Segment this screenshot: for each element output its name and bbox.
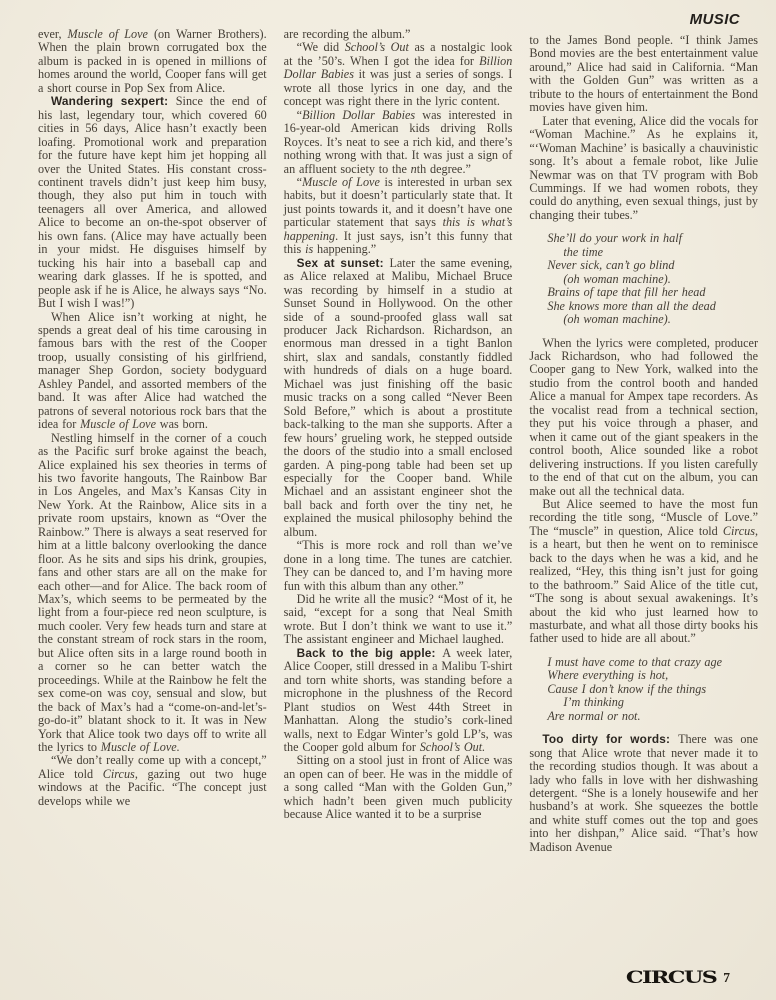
verse-line: Cause I don’t know if the things bbox=[547, 681, 707, 696]
body-text: , is a heart, but then he went on to reminisce back to the days when he was a kid, and he realized, “Hey, this thing isn’t just for going to the bathroom.” Said Alice of the title cut, “The song is about sexual awakenings. It’s about the kid who just learned how to masturbate, and what all those dirty books his father used to hide are all about.” bbox=[529, 523, 759, 646]
body-text: happening.” bbox=[313, 242, 377, 257]
body-text: ever, bbox=[38, 27, 68, 41]
body-text: was born. bbox=[156, 417, 208, 432]
page-footer bbox=[625, 962, 730, 987]
verse-line: I must have come to that crazy age bbox=[547, 654, 723, 669]
paragraph bbox=[38, 28, 267, 95]
verse-line: Brains of tape that fill her head bbox=[547, 285, 706, 300]
italic-text: School’s Out. bbox=[419, 740, 486, 755]
body-text: (on Warner Brothers). When the plain brown corrugated box the album is packed in is opened in millions of homes around the world, Cooper fans will get a short course in Pop Sex from Alice. bbox=[38, 27, 267, 95]
verse-line: Are normal or not. bbox=[547, 708, 641, 723]
verse-line: She’ll do your work in half bbox=[547, 231, 683, 246]
body-text: When Alice isn’t working at night, he spends a great deal of his time carousing in famous bars with the rest of the Cooper troop, usually consisting of his girlfriend, manager Shep Gordon, society bodyguard Ashley Pandel, and assorted members of the band. It was after Alice had watched the patrons of several notorious rock bars that the idea for bbox=[38, 309, 267, 432]
body-text: to the James Bond people. “I think James Bond movies are the best entertainment value around,” Alice had said in California. “Man with the Golden Gun” was written as a tribute to the hours of entertainment the Bond movies have given him. bbox=[529, 33, 759, 115]
body-text: was interested in 16-year-old American kids driving Rolls Royces. It’s neat to see a rich kid, and there’s nothing wrong with that. It was just a sign of an affluent society to the bbox=[283, 107, 513, 176]
body-text: “ bbox=[296, 107, 303, 122]
italic-text: Muscle of Love. bbox=[100, 740, 180, 755]
verse-line: (oh woman machine). bbox=[563, 271, 671, 286]
paragraph bbox=[529, 337, 758, 498]
paragraph bbox=[38, 311, 267, 432]
verse-line: She knows more than all the dead bbox=[547, 298, 716, 313]
body-text: “This is more rock and roll than we’ve done in a long time. The tunes are catchier. They can be danced to, and I’m having more fun with this album than any other.” bbox=[283, 538, 513, 593]
paragraph bbox=[284, 539, 513, 593]
paragraph bbox=[284, 754, 513, 821]
verse-line: (oh woman machine). bbox=[563, 312, 671, 327]
verse-line: Never sick, can’t go blind bbox=[547, 258, 675, 273]
body-text: Later the same evening, as Alice relaxed at Malibu, Michael Bruce was recording by himself in a studio at Sunset Sound in Hollywood. On the other side of a sound-proofed glass wall sat producer Jack Richardson. Richardson, an enormous man dressed in a tight Banlon shirt, slax and sandals, constantly fiddled with hundreds of dials on a huge board. Michael was just finishing off the basic music tracks on a song called “Never Been Sold Before,” which is about a prostitute back-talking to the man she supports. After a few hours’ grueling work, he stepped outside the doors of the studio into a small enclosed garden. A ping-pong table had been set up especially for the Cooper band. While Michael and an assistant engineer shot the ball back and forth over the tiny net, he explained the musical philosophy behind the album. bbox=[283, 255, 513, 539]
body-text: But Alice seemed to have the most fun recording the title song, “Muscle of Love.” The “muscle” in question, Alice told bbox=[529, 496, 759, 538]
paragraph bbox=[529, 733, 758, 854]
paragraph bbox=[284, 176, 513, 257]
page-number: 7 bbox=[723, 970, 730, 985]
verse-block bbox=[547, 232, 754, 326]
body-text: Sitting on a stool just in front of Alice was an open can of beer. He was in the middle of a song called “Man with the Golden Gun,” which hadn’t been given much publicity because Alice wanted it to be a surprise bbox=[283, 753, 513, 822]
body-text: “We don’t really come up with a concept,” Alice told bbox=[38, 753, 267, 781]
italic-text: n bbox=[410, 161, 417, 176]
italic-text: Circus bbox=[102, 766, 135, 781]
body-text: . It just says, isn’t this funny that this bbox=[283, 228, 513, 257]
italic-text: Muscle of Love bbox=[302, 174, 380, 189]
paragraph bbox=[284, 41, 513, 108]
paragraph bbox=[38, 95, 267, 310]
italic-text: is bbox=[305, 242, 314, 257]
column-1 bbox=[38, 28, 267, 808]
verse-line: I’m thinking bbox=[563, 695, 624, 710]
body-text: Later that evening, Alice did the vocals for “Woman Machine.” As he explains it, “‘Woman Machine’ is basically a chauvinistic song. It’s about a female robot, like Julie Newmar was on that TV program with Bob Cummings. If we had women robots, they could do anything, even sexual things, just by changing their tubes.” bbox=[529, 113, 759, 222]
column-2 bbox=[284, 28, 513, 822]
paragraph-lead: Back to the big apple: bbox=[296, 645, 443, 660]
body-text: th degree.” bbox=[416, 161, 471, 176]
body-text: “ bbox=[296, 174, 303, 189]
section-label: MUSIC bbox=[689, 11, 740, 28]
paragraph-lead: Wandering sexpert: bbox=[51, 94, 176, 109]
body-text: it was just a series of songs. I wrote all those lyrics in one day, and the concept was right there in the lyric content. bbox=[283, 67, 513, 109]
italic-text: Muscle of Love bbox=[80, 417, 157, 432]
italic-text: Billion Dollar Babies bbox=[302, 107, 416, 122]
paragraph bbox=[284, 593, 513, 647]
paragraph bbox=[38, 432, 267, 755]
paragraph bbox=[529, 498, 758, 646]
columns bbox=[38, 28, 758, 1000]
column-3 bbox=[529, 28, 758, 854]
body-text: is interested in urban sex habits, but it doesn’t particularly state that. It just points towards it, and it doesn’t have one particular statement that says bbox=[283, 174, 513, 230]
body-text: as a nostalgic look at the ’50’s. When I got the idea for bbox=[283, 40, 513, 68]
italic-text: Billion Dollar Babies bbox=[283, 53, 513, 82]
italic-text: School’s Out bbox=[344, 40, 409, 55]
italic-text: Muscle of Love bbox=[67, 27, 148, 41]
verse-line: Where everything is hot, bbox=[547, 668, 669, 683]
body-text: Did he write all the music? “Most of it, he said, “except for a song that Neal Smith wrote. But I don’t think we want to use it.” The assistant engineer and Michael laughed. bbox=[283, 592, 513, 647]
paragraph bbox=[284, 257, 513, 540]
verse-block bbox=[547, 656, 754, 723]
body-text: When the lyrics were completed, producer Jack Richardson, who had followed the Cooper gang to New York, walked into the studio from the control booth and handed Alice a manual for Ampex tape recorders. As the vocalist read from a technical section, they put his voice through a phaser, and when it came out of the giant speakers in the control booth, Alice sounded like a robot delivering instructions. If you listen carefully to the end of that cut on the album, you can make out all the technical data. bbox=[529, 335, 759, 498]
paragraph-lead: Too dirty for words: bbox=[542, 732, 679, 747]
body-text: “We did bbox=[296, 40, 345, 55]
paragraph bbox=[529, 34, 758, 115]
body-text: Since the end of his last, legendary tour, which covered 60 cities in 56 days, Alice hasn’t exactly been loafing. Promotional work and preparation for the future have kept him jet hopping all over the United States. His constant cross-continent travels didn’t just keep him busy, though, they also put him in touch with teenagers all over America, and allowed Alice to become an on-the-spot observer of his own fans. (Alice may have actually been in your midst. He disguises himself by tucking his hair into a baseball cap and wearing dark glasses. If he is spotted, and people ask if he is Alice, he always says “No. But I wish I was!”) bbox=[38, 94, 267, 311]
body-text: , gazing out two huge windows at the Pacific. “The concept just develops while we bbox=[38, 766, 267, 808]
verse-line: the time bbox=[563, 244, 603, 259]
paragraph-lead: Sex at sunset: bbox=[296, 255, 390, 270]
body-text: Nestling himself in the corner of a couch as the Pacific surf broke against the beach, Alice explained his sex theories in terms of his two favorite hangouts, The Rainbow Bar in Los Angeles, and Max’s Kansas City in New York. At the Rainbow, Alice sits in a private room upstairs, known as “Over the Rainbow.” There is always a seat reserved for him at a little balcony overlooking the dance floor. As he sits and sips his drink, groupies, fans and other stars are all on the make for each other—and for Alice. The back room of Max’s, which seems to be permeated by the light from a four-piece red neon sculpture, is much cooler. Very few heads turn and stare at the constant stream of rock stars in the room, but Alice often sits in a large round booth in a corner so he can better watch the proceedings. While at the Rainbow he felt the sex come-on was coy, sensual and slow, but the back of Max’s had a “come-on-and-let’s-go-do-it” blatant shock to it. It was in New York that Alice took two days off to write all the lyrics to bbox=[38, 430, 267, 755]
paragraph bbox=[284, 647, 513, 755]
paragraph bbox=[529, 115, 758, 223]
paragraph bbox=[38, 754, 267, 808]
italic-text: this is what’s happening bbox=[283, 215, 513, 243]
body-text: A week later, Alice Cooper, still dressed in a Malibu T-shirt and torn white shorts, was standing before a microphone in the plushness of the Record Plant studios on West 44th Street in Manhattan. Along the studio’s cork-lined walls, next to Edgar Winter’s gold LP’s, was the Cooper gold album for bbox=[283, 645, 513, 755]
circus-logo: CIRCUS bbox=[625, 967, 717, 987]
body-text: are recording the album.” bbox=[283, 27, 411, 41]
body-text: There was one song that Alice wrote that never made it to the recording studios though. It was about a lady who falls in love with her dishwashing detergent. “She is a lonely housewife and her husband’s at work. She squeezes the bottle and white stuff comes out the top and goes into her dishpan,” Alice said. “That’s how Madison Avenue bbox=[529, 732, 759, 854]
paragraph bbox=[284, 28, 513, 41]
italic-text: Circus bbox=[722, 523, 755, 538]
paragraph bbox=[284, 109, 513, 176]
